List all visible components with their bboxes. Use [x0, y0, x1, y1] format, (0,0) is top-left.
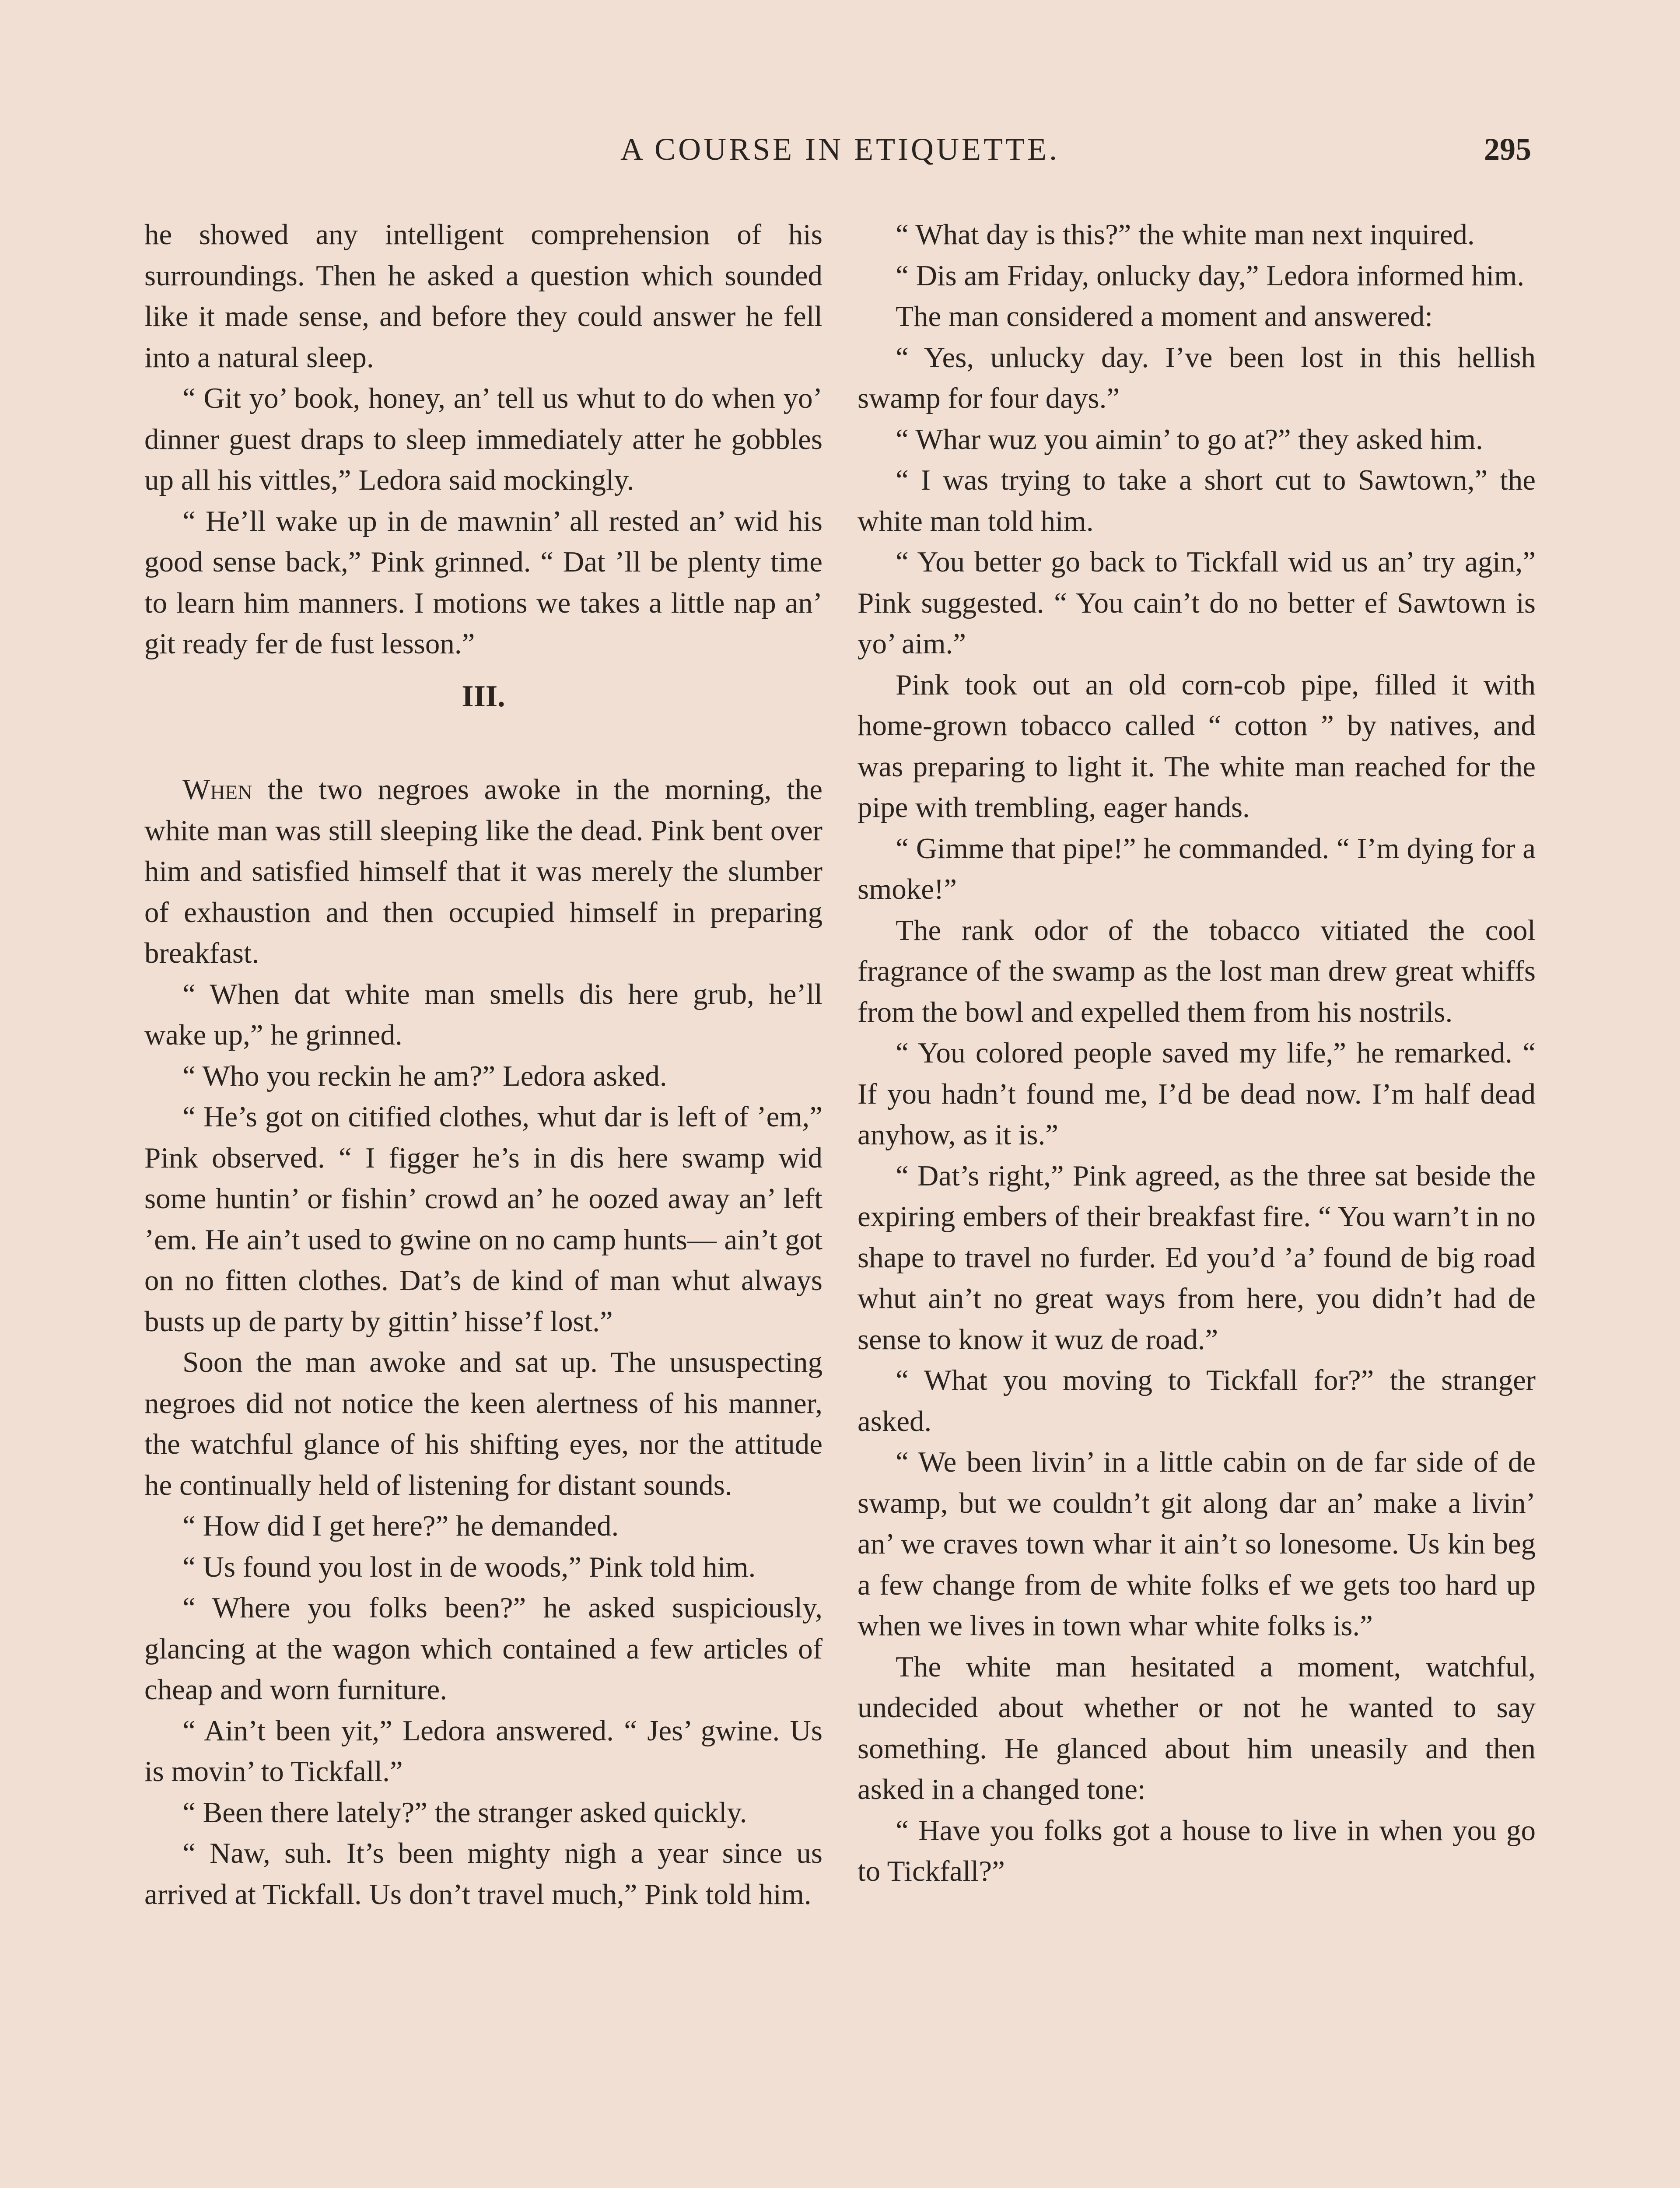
paragraph: “ Whar wuz you aimin’ to go at?” they asked him.	[896, 423, 1483, 456]
paragraph-text: the two negroes awoke in the morning, the white man was still sleeping like the dead. Pink bent over him and satisfied himself that it was merely the slumber of exhaustion and then occupied himself in preparing breakfast.	[144, 773, 822, 969]
paragraph: “ Dis am Friday, onlucky day,” Ledora informed him.	[896, 259, 1525, 292]
paragraph: “ Git yo’ book, honey, an’ tell us whut to do when yo’ dinner guest draps to sleep immediately atter he gobbles up all his vittles,” Ledora said mockingly.	[144, 382, 822, 496]
paragraph: “ He’ll wake up in de mawnin’ all rested an’ wid his good sense back,” Pink grinned. “ Dat ’ll be plenty time to learn him manners. I motions we takes a little nap an’ git ready fer de fust lesson.”	[144, 505, 822, 660]
page-number: 295	[1484, 132, 1531, 167]
paragraph: “ Dat’s right,” Pink agreed, as the three sat beside the expiring embers of their breakfast fire. “ You warn’t in no shape to travel no furder. Ed you’d ’a’ found de big road whut ain’t no great ways from here, you didn’t had de sense to know it wuz de road.”	[858, 1159, 1536, 1356]
paragraph: “ When dat white man smells dis here grub, he’ll wake up,” he grinned.	[144, 978, 822, 1051]
running-title: A COURSE IN ETIQUETTE.	[620, 132, 1060, 167]
section-heading: III.	[462, 679, 505, 713]
paragraph: “ Yes, unlucky day. I’ve been lost in this hellish swamp for four days.”	[858, 341, 1536, 414]
page-header	[0, 131, 1680, 184]
paragraph: “ You colored people saved my life,” he remarked. “ If you hadn’t found me, I’d be dead now. I’m half dead anyhow, as it is.”	[858, 1037, 1536, 1151]
paragraph: “ You better go back to Tickfall wid us an’ try agin,” Pink suggested. “ You cain’t do no better ef Sawtown is yo’ aim.”	[858, 546, 1536, 660]
paragraph: he showed any intelligent comprehension of his surroundings. Then he asked a question which sounded like it made sense, and before they could answer he fell into a natural sleep.	[144, 218, 822, 374]
paragraph: Pink took out an old corn-cob pipe, filled it with home-grown tobacco called “ cotton ” by natives, and was preparing to light it. The white man reached for the pipe with trembling, eager hands.	[858, 668, 1536, 824]
paragraph: “ He’s got on citified clothes, whut dar is left of ’em,” Pink observed. “ I figger he’s in dis here swamp wid some huntin’ or fishin’ crowd an’ he oozed away an’ left ’em. He ain’t used to gwine on no camp hunts— ain’t got on no fitten clothes. Dat’s de kind of man whut always busts up de party by gittin’ hisse’f lost.”	[144, 1101, 822, 1338]
paragraph: The rank odor of the tobacco vitiated the cool fragrance of the swamp as the lost man drew great whiffs from the bowl and expelled them from his nostrils.	[858, 914, 1536, 1028]
paragraph	[144, 769, 822, 974]
right-column	[858, 214, 1536, 1892]
paragraph: “ Who you reckin he am?” Ledora asked.	[182, 1059, 667, 1092]
paragraph: “ Where you folks been?” he asked suspiciously, glancing at the wagon which contained a few articles of cheap and worn furniture.	[144, 1592, 822, 1706]
paragraph: “ Have you folks got a house to live in when you go to Tickfall?”	[858, 1814, 1536, 1887]
paragraph: The white man hesitated a moment, watchful, undecided about whether or not he wanted to say something. He glanced about him uneasily and then asked in a changed tone:	[858, 1650, 1536, 1806]
paragraph: “ Gimme that pipe!” he commanded. “ I’m dying for a smoke!”	[858, 832, 1536, 905]
paragraph: Soon the man awoke and sat up. The unsuspecting negroes did not notice the keen alertness of his manner, the watchful glance of his shifting eyes, nor the attitude he continually held of listening for distant sounds.	[144, 1346, 822, 1501]
paragraph: “ Been there lately?” the stranger asked quickly.	[182, 1796, 747, 1829]
paragraph: The man considered a moment and answered:	[896, 300, 1433, 333]
section-opening-word: When	[182, 773, 252, 806]
paragraph: “ What day is this?” the white man next inquired.	[896, 218, 1475, 251]
paragraph: “ I was trying to take a short cut to Sawtown,” the white man told him.	[858, 464, 1536, 537]
paragraph: “ Ain’t been yit,” Ledora answered. “ Jes’ gwine. Us is movin’ to Tickfall.”	[144, 1714, 822, 1788]
paragraph: “ How did I get here?” he demanded.	[182, 1510, 619, 1542]
paragraph: “ We been livin’ in a little cabin on de far side of de swamp, but we couldn’t git along dar an’ make a livin’ an’ we craves town whar it ain’t so lonesome. Us kin beg a few change from de white folks ef we gets too hard up when we lives in town whar white folks is.”	[858, 1446, 1536, 1642]
paragraph: “ Naw, suh. It’s been mighty nigh a year since us arrived at Tickfall. Us don’t travel much,” Pink told him.	[144, 1837, 822, 1911]
left-column	[144, 214, 822, 1915]
paragraph: “ What you moving to Tickfall for?” the stranger asked.	[858, 1364, 1536, 1438]
paragraph: “ Us found you lost in de woods,” Pink told him.	[182, 1550, 756, 1583]
